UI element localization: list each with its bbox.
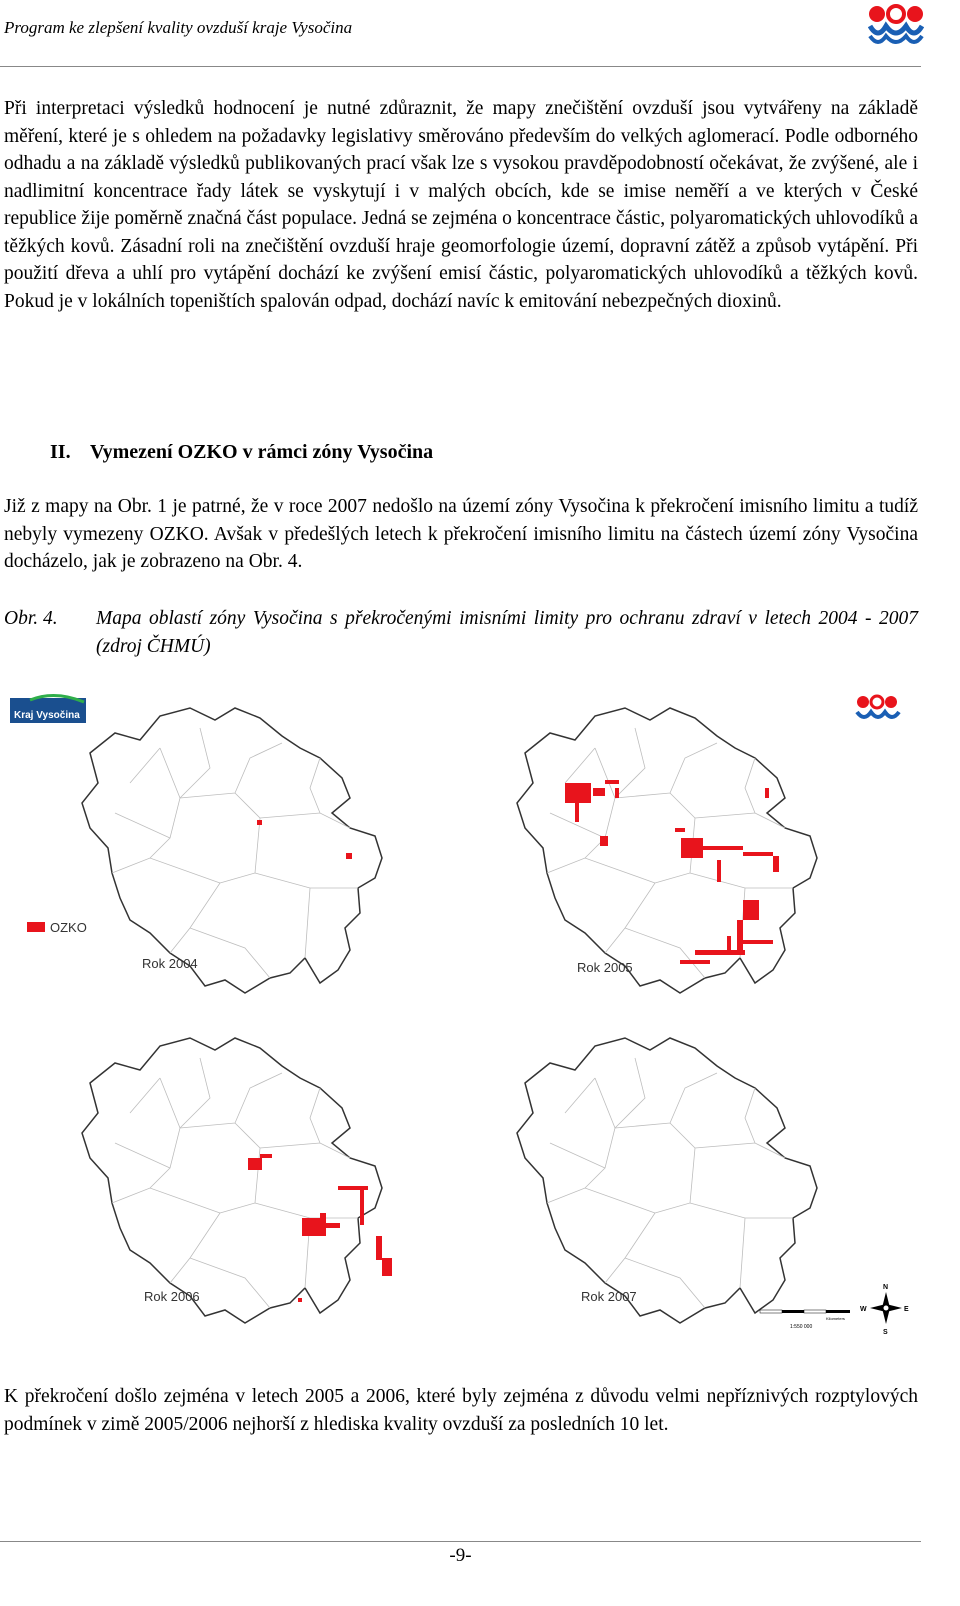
zone-paragraph: Již z mapy na Obr. 1 je patrné, že v roce 2007 nedošlo na území zóny Vysočina k překročení imisního limitu a tudíž nebyly vymezeny OZKO. Avšak v předešlých letech k překročení imisního limitu na částech území zóny Vysočina docházelo, jak je zobrazeno na Obr. 4. xyxy=(4,496,918,572)
chmu-logo-icon xyxy=(868,4,924,48)
year-label-2006: Rok 2006 xyxy=(144,1289,200,1304)
compass-n: N xyxy=(883,1284,889,1291)
footer-rule xyxy=(0,1541,921,1542)
scale-bar xyxy=(760,1310,850,1330)
legend xyxy=(27,920,87,935)
map-2006 xyxy=(82,1038,392,1323)
figure-label: Obr. 4. xyxy=(4,608,58,629)
figure-caption xyxy=(4,605,918,661)
compass-e: E xyxy=(904,1306,909,1313)
map-2004 xyxy=(82,708,382,993)
legend-swatch xyxy=(27,922,45,932)
compass-s: S xyxy=(883,1329,888,1336)
compass-rose-icon xyxy=(860,1284,909,1336)
year-label-2007: Rok 2007 xyxy=(581,1289,637,1304)
chmu-figure-logo-icon xyxy=(857,696,899,717)
year-label-2004: Rok 2004 xyxy=(142,956,198,971)
scale-unit: Kilometers xyxy=(826,1316,845,1321)
ozko-maps-figure xyxy=(0,688,960,1348)
intro-paragraph: Při interpretaci výsledků hodnocení je nutné zdůraznit, že mapy znečištění ovzduší jsou vytvářeny na základě měření, které je s ohledem na požadavky legislativy směrováno především do velkých aglomerací. Podle odborného odhadu a na základě výsledků publikovaných prací však lze s vysokou pravděpodobností očekávat, že zvýšené, ale i nadlimitní koncentrace řady látek se vyskytují i v malých obcích, kde se imise neměří a ve kterých v České republice žije poměrně značná část populace. Jedná se zejména o koncentrace částic, polyaromatických uhlovodíků a těžkých kovů. Zásadní roli na znečištění ovzduší hraje geomorfologie území, dopravní zátěž a způsob vytápění. Při použití dřeva a uhlí pro vytápění dochází ke zvýšení emisí částic, polyaromatických uhlovodíků a těžkých kovů. Pokud je v lokálních topeništích spalován odpad, dochází navíc k emitování nebezpečných dioxinů. xyxy=(4,98,918,312)
compass-w: W xyxy=(860,1306,867,1313)
page-number: -9- xyxy=(449,1545,472,1566)
legend-label: OZKO xyxy=(50,920,87,935)
section-heading xyxy=(50,441,433,464)
logo-text: Kraj Vysočina xyxy=(14,710,80,721)
map-2007 xyxy=(517,1038,817,1323)
kraj-vysocina-logo-icon xyxy=(10,695,86,723)
year-label-2005: Rok 2005 xyxy=(577,960,633,975)
map-2005 xyxy=(517,708,817,993)
figure-caption-text: Mapa oblastí zóny Vysočina s překročenými imisními limity pro ochranu zdraví v letech 2004 - 2007 (zdroj ČHMÚ) xyxy=(96,608,918,657)
section-number: II. xyxy=(50,441,71,463)
conclusion-paragraph: K překročení došlo zejména v letech 2005 a 2006, které byly zejména z důvodu velmi nepříznivých rozptylových podmínek v zimě 2005/2006 nejhorší z hlediska kvality ovzduší za posledních 10 let. xyxy=(4,1386,918,1435)
header-title: Program ke zlepšení kvality ovzduší kraje Vysočina xyxy=(4,18,353,37)
section-title: Vymezení OZKO v rámci zóny Vysočina xyxy=(90,441,434,463)
scale-label: 1:550 000 xyxy=(790,1324,813,1330)
header-rule xyxy=(0,66,921,67)
